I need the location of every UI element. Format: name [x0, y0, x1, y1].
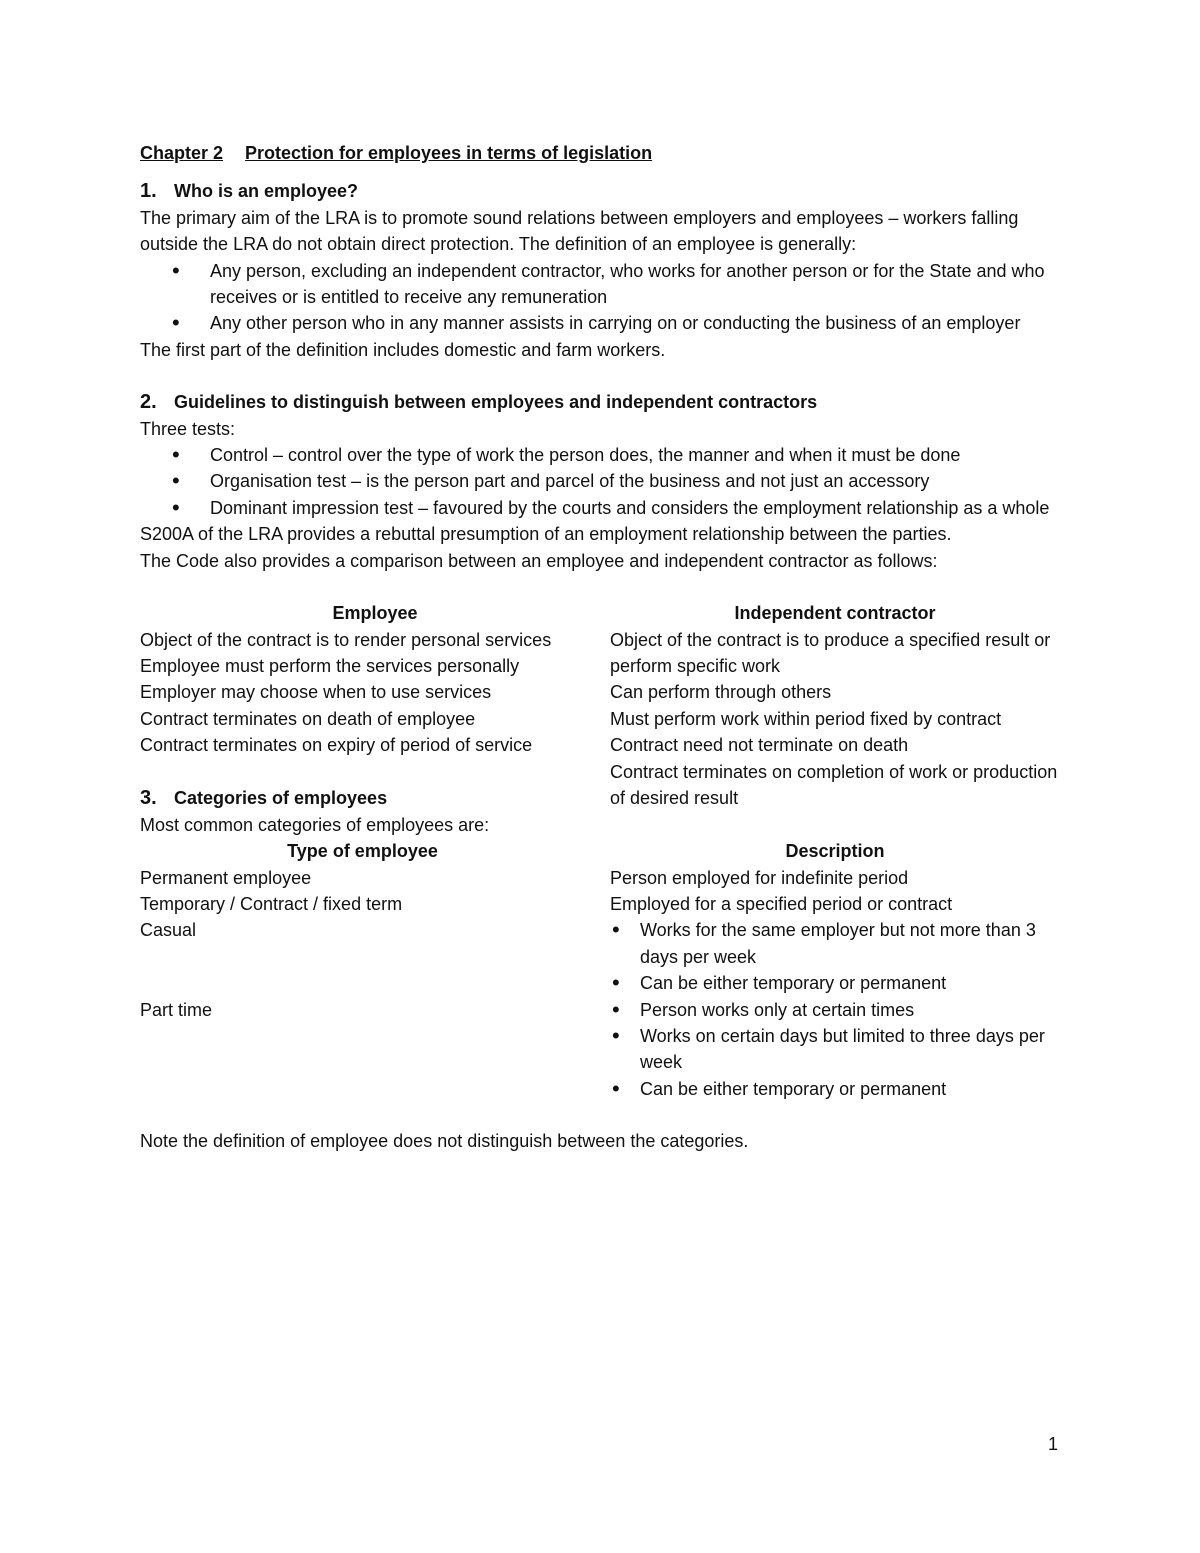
table-row: Object of the contract is to render personal services — [140, 629, 552, 650]
category-type: Part time — [140, 999, 213, 1020]
section-2-para-2: The Code also provides a comparison between an employee and independent contractor as follows: — [140, 550, 938, 571]
column-header: Type of employee — [287, 841, 438, 862]
list-item: • Can be either temporary or permanent — [610, 970, 1060, 996]
category-type: Casual — [140, 920, 197, 941]
list-item: • Organisation test – is the person part and parcel of the business and not just an accessory — [140, 468, 1060, 494]
list-item: • Person works only at certain times — [610, 997, 1060, 1023]
section-1-intro: The primary aim of the LRA is to promote sound relations between employers and employees – workers falling outside the LRA do not obtain direct protection. The definition of an employee is generally: — [140, 207, 1019, 255]
section-2-para-1: S200A of the LRA provides a rebuttal presumption of an employment relationship between the parties. — [140, 524, 952, 545]
category-description — [610, 997, 1060, 1103]
section-2-intro: Three tests: — [140, 418, 236, 439]
table-row — [140, 997, 1060, 1103]
section-number: 3. — [140, 787, 157, 810]
category-description — [610, 917, 1060, 996]
section-2-heading — [140, 389, 1060, 415]
list-item: • Works for the same employer but not more than 3 days per week — [610, 917, 1060, 970]
employee-column — [140, 600, 610, 811]
table-row: Employer may choose when to use services — [140, 682, 492, 703]
category-type: Permanent employee — [140, 867, 312, 888]
table-row: Contract terminates on expiry of period of service — [140, 735, 533, 756]
section-title: Categories of employees — [174, 788, 388, 809]
section-1-heading — [140, 178, 1060, 204]
table-row — [140, 917, 1060, 996]
table-row: Must perform work within period fixed by contract — [610, 708, 1002, 729]
comparison-table — [140, 600, 1060, 811]
section-number: 2. — [140, 391, 157, 414]
table-row: Can perform through others — [610, 682, 832, 703]
description-column — [610, 838, 1060, 864]
category-bullets — [610, 997, 1060, 1103]
category-bullets — [610, 917, 1060, 996]
list-item: • Any other person who in any manner assists in carrying on or conducting the business of an employer — [140, 310, 1060, 336]
section-3-note: Note the definition of employee does not distinguish between the categories. — [140, 1131, 749, 1152]
list-item: • Can be either temporary or permanent — [610, 1076, 1060, 1102]
section-number: 1. — [140, 180, 157, 203]
section-2-bullets — [140, 442, 1060, 521]
category-type: Temporary / Contract / fixed term — [140, 893, 403, 914]
type-column — [140, 838, 610, 864]
page-title — [140, 140, 1060, 166]
column-header: Employee — [332, 603, 418, 624]
column-header: Description — [785, 841, 885, 862]
section-title: Guidelines to distinguish between employees and independent contractors — [174, 392, 818, 413]
category-description: Employed for a specified period or contract — [610, 893, 953, 914]
categories-table — [140, 838, 1060, 864]
column-header: Independent contractor — [734, 603, 936, 624]
list-item: • Works on certain days but limited to three days per week — [610, 1023, 1060, 1076]
chapter-label: Chapter 2 — [140, 143, 224, 163]
table-row — [140, 891, 1060, 917]
table-row — [140, 865, 1060, 891]
section-3-intro: Most common categories of employees are: — [140, 814, 490, 835]
list-item: • Any person, excluding an independent contractor, who works for another person or for the State and who receives or is entitled to receive any remuneration — [140, 258, 1060, 311]
list-item: • Control – control over the type of work the person does, the manner and when it must be done — [140, 442, 1060, 468]
table-row: Employee must perform the services personally — [140, 655, 520, 676]
chapter-subject: Protection for employees in terms of legislation — [245, 143, 653, 163]
section-1-closing: The first part of the definition includes domestic and farm workers. — [140, 339, 666, 360]
table-row: Contract terminates on death of employee — [140, 708, 476, 729]
table-row: Contract terminates on completion of work or production of desired result — [610, 761, 1058, 808]
category-description: Person employed for indefinite period — [610, 867, 909, 888]
page-number: 1 — [1048, 1434, 1059, 1454]
table-row: Object of the contract is to produce a specified result or perform specific work — [610, 629, 1051, 676]
table-row: Contract need not terminate on death — [610, 735, 909, 756]
list-item: • Dominant impression test – favoured by the courts and considers the employment relationship as a whole — [140, 495, 1060, 521]
document-page — [140, 140, 1060, 1155]
section-title: Who is an employee? — [174, 181, 359, 202]
section-1-bullets — [140, 258, 1060, 337]
contractor-column — [610, 600, 1060, 811]
